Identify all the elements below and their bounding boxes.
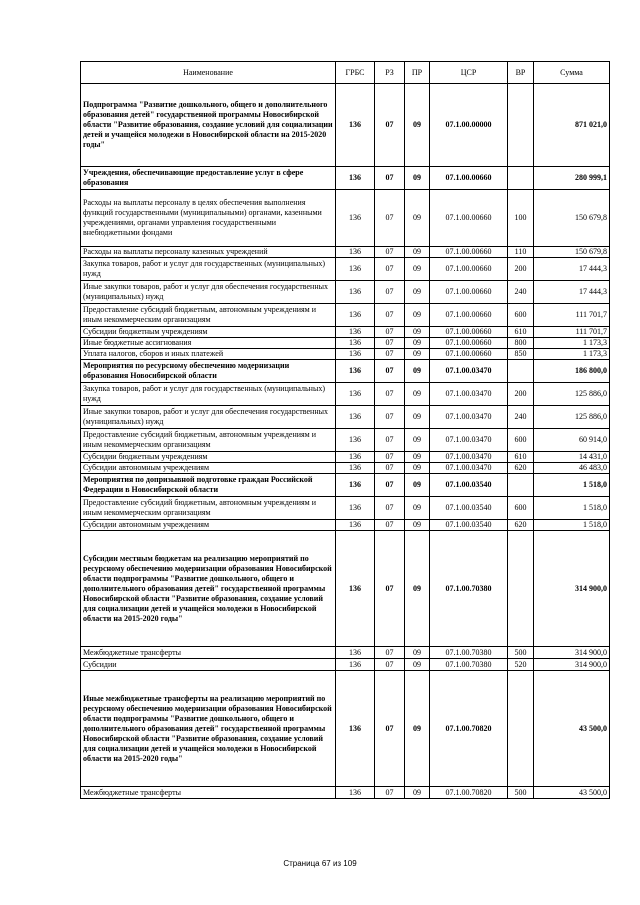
sum-cell: 1 518,0 — [534, 474, 610, 497]
name-cell: Предоставление субсидий бюджетным, автономным учреждениям и иным некоммерческим организациям — [81, 304, 336, 327]
sum-cell: 150 679,8 — [534, 247, 610, 258]
name-cell: Учреждения, обеспечивающие предоставление услуг в сфере образования — [81, 167, 336, 190]
vr-cell — [508, 360, 534, 383]
name-cell: Предоставление субсидий бюджетным, автономным учреждениям и иным некоммерческим организациям — [81, 497, 336, 520]
csr-cell: 07.1.00.70380 — [430, 647, 508, 659]
rz-cell: 07 — [375, 671, 405, 787]
pr-cell: 09 — [405, 452, 430, 463]
sum-cell: 111 701,7 — [534, 304, 610, 327]
name-cell: Уплата налогов, сборов и иных платежей — [81, 349, 336, 360]
sum-cell: 1 518,0 — [534, 520, 610, 531]
table-row — [81, 647, 610, 659]
column-header-vr: ВР — [508, 62, 534, 84]
csr-cell: 07.1.00.00660 — [430, 327, 508, 338]
grbs-cell: 136 — [336, 659, 375, 671]
vr-cell: 500 — [508, 787, 534, 799]
sum-cell: 17 444,3 — [534, 258, 610, 281]
pr-cell: 09 — [405, 327, 430, 338]
name-cell: Иные закупки товаров, работ и услуг для обеспечения государственных (муниципальных) нужд — [81, 281, 336, 304]
column-header-grbs: ГРБС — [336, 62, 375, 84]
rz-cell: 07 — [375, 349, 405, 360]
table-row — [81, 167, 610, 190]
grbs-cell: 136 — [336, 167, 375, 190]
grbs-cell: 136 — [336, 406, 375, 429]
table-row — [81, 281, 610, 304]
csr-cell: 07.1.00.03470 — [430, 383, 508, 406]
rz-cell: 07 — [375, 383, 405, 406]
sum-cell: 14 431,0 — [534, 452, 610, 463]
rz-cell: 07 — [375, 258, 405, 281]
table-row — [81, 497, 610, 520]
table-row — [81, 406, 610, 429]
pr-cell: 09 — [405, 463, 430, 474]
grbs-cell: 136 — [336, 327, 375, 338]
page-footer: Страница 67 из 109 — [283, 859, 357, 868]
pr-cell: 09 — [405, 281, 430, 304]
vr-cell: 600 — [508, 304, 534, 327]
sum-cell: 60 914,0 — [534, 429, 610, 452]
vr-cell: 610 — [508, 452, 534, 463]
column-header-csr: ЦСР — [430, 62, 508, 84]
csr-cell: 07.1.00.00660 — [430, 349, 508, 360]
name-cell: Расходы на выплаты персоналу казенных учреждений — [81, 247, 336, 258]
pr-cell: 09 — [405, 360, 430, 383]
grbs-cell: 136 — [336, 383, 375, 406]
vr-cell: 200 — [508, 258, 534, 281]
pr-cell: 09 — [405, 429, 430, 452]
table-row — [81, 787, 610, 799]
rz-cell: 07 — [375, 497, 405, 520]
column-header-name: Наименование — [81, 62, 336, 84]
grbs-cell: 136 — [336, 787, 375, 799]
sum-cell: 43 500,0 — [534, 787, 610, 799]
name-cell: Межбюджетные трансферты — [81, 647, 336, 659]
grbs-cell: 136 — [336, 360, 375, 383]
name-cell: Предоставление субсидий бюджетным, автономным учреждениям и иным некоммерческим организациям — [81, 429, 336, 452]
name-cell: Подпрограмма "Развитие дошкольного, общего и дополнительного образования детей" государственной программы Новосибирской области "Развитие образования, создание условий для социализации детей и учащейся молодежи в Новосибирской области на 2015-2020 годы" — [81, 84, 336, 167]
grbs-cell: 136 — [336, 84, 375, 167]
name-cell: Межбюджетные трансферты — [81, 787, 336, 799]
sum-cell: 186 800,0 — [534, 360, 610, 383]
csr-cell: 07.1.00.00660 — [430, 338, 508, 349]
rz-cell: 07 — [375, 304, 405, 327]
vr-cell: 240 — [508, 281, 534, 304]
grbs-cell: 136 — [336, 247, 375, 258]
name-cell: Иные бюджетные ассигнования — [81, 338, 336, 349]
csr-cell: 07.1.00.03470 — [430, 360, 508, 383]
table-row — [81, 360, 610, 383]
rz-cell: 07 — [375, 531, 405, 647]
table-row — [81, 463, 610, 474]
csr-cell: 07.1.00.00660 — [430, 190, 508, 247]
pr-cell: 09 — [405, 406, 430, 429]
vr-cell: 620 — [508, 520, 534, 531]
grbs-cell: 136 — [336, 452, 375, 463]
grbs-cell: 136 — [336, 304, 375, 327]
table-header-row — [81, 62, 610, 84]
sum-cell: 125 886,0 — [534, 383, 610, 406]
table-row — [81, 84, 610, 167]
sum-cell: 1 518,0 — [534, 497, 610, 520]
pr-cell: 09 — [405, 84, 430, 167]
table-row — [81, 429, 610, 452]
pr-cell: 09 — [405, 167, 430, 190]
vr-cell — [508, 167, 534, 190]
table-row — [81, 671, 610, 787]
budget-table — [80, 61, 610, 799]
name-cell: Субсидии автономным учреждениям — [81, 520, 336, 531]
rz-cell: 07 — [375, 429, 405, 452]
vr-cell — [508, 84, 534, 167]
grbs-cell: 136 — [336, 497, 375, 520]
csr-cell: 07.1.00.00000 — [430, 84, 508, 167]
sum-cell: 314 900,0 — [534, 659, 610, 671]
pr-cell: 09 — [405, 383, 430, 406]
pr-cell: 09 — [405, 247, 430, 258]
column-header-sum: Сумма — [534, 62, 610, 84]
rz-cell: 07 — [375, 787, 405, 799]
csr-cell: 07.1.00.00660 — [430, 304, 508, 327]
pr-cell: 09 — [405, 647, 430, 659]
grbs-cell: 136 — [336, 429, 375, 452]
pr-cell: 09 — [405, 497, 430, 520]
grbs-cell: 136 — [336, 474, 375, 497]
grbs-cell: 136 — [336, 531, 375, 647]
name-cell: Закупка товаров, работ и услуг для государственных (муниципальных) нужд — [81, 258, 336, 281]
rz-cell: 07 — [375, 360, 405, 383]
vr-cell: 600 — [508, 429, 534, 452]
rz-cell: 07 — [375, 281, 405, 304]
name-cell: Субсидии местным бюджетам на реализацию мероприятий по ресурсному обеспечению модернизации образования Новосибирской области подпрограммы "Развитие дошкольного, общего и дополнительного образования детей" государственной программы Новосибирской области "Развитие образования, создание условий для социализации детей и учащейся молодежи в Новосибирской области на 2015-2020 годы" — [81, 531, 336, 647]
sum-cell: 1 173,3 — [534, 349, 610, 360]
csr-cell: 07.1.00.00660 — [430, 281, 508, 304]
csr-cell: 07.1.00.70380 — [430, 659, 508, 671]
name-cell: Иные закупки товаров, работ и услуг для обеспечения государственных (муниципальных) нужд — [81, 406, 336, 429]
vr-cell — [508, 474, 534, 497]
table-row — [81, 338, 610, 349]
sum-cell: 871 021,0 — [534, 84, 610, 167]
table-row — [81, 474, 610, 497]
rz-cell: 07 — [375, 659, 405, 671]
csr-cell: 07.1.00.70820 — [430, 787, 508, 799]
name-cell: Иные межбюджетные трансферты на реализацию мероприятий по ресурсному обеспечению модернизации образования Новосибирской области подпрограммы "Развитие дошкольного, общего и дополнительного образования детей" государственной программы Новосибирской области "Развитие образования, создание условий для социализации детей и учащейся молодежи в Новосибирской области на 2015-2020 годы" — [81, 671, 336, 787]
table-row — [81, 452, 610, 463]
csr-cell: 07.1.00.70380 — [430, 531, 508, 647]
vr-cell: 520 — [508, 659, 534, 671]
table-body — [81, 84, 610, 799]
table-row — [81, 659, 610, 671]
pr-cell: 09 — [405, 349, 430, 360]
grbs-cell: 136 — [336, 463, 375, 474]
csr-cell: 07.1.00.00660 — [430, 167, 508, 190]
name-cell: Субсидии — [81, 659, 336, 671]
table-row — [81, 327, 610, 338]
rz-cell: 07 — [375, 84, 405, 167]
pr-cell: 09 — [405, 520, 430, 531]
sum-cell: 280 999,1 — [534, 167, 610, 190]
table-row — [81, 531, 610, 647]
csr-cell: 07.1.00.03470 — [430, 406, 508, 429]
pr-cell: 09 — [405, 190, 430, 247]
column-header-rz: РЗ — [375, 62, 405, 84]
sum-cell: 43 500,0 — [534, 671, 610, 787]
csr-cell: 07.1.00.00660 — [430, 247, 508, 258]
rz-cell: 07 — [375, 406, 405, 429]
sum-cell: 1 173,3 — [534, 338, 610, 349]
pr-cell: 09 — [405, 787, 430, 799]
sum-cell: 111 701,7 — [534, 327, 610, 338]
rz-cell: 07 — [375, 520, 405, 531]
rz-cell: 07 — [375, 167, 405, 190]
table-row — [81, 520, 610, 531]
vr-cell: 850 — [508, 349, 534, 360]
rz-cell: 07 — [375, 647, 405, 659]
sum-cell: 314 900,0 — [534, 531, 610, 647]
csr-cell: 07.1.00.70820 — [430, 671, 508, 787]
table-row — [81, 304, 610, 327]
table-row — [81, 190, 610, 247]
vr-cell: 110 — [508, 247, 534, 258]
column-header-pr: ПР — [405, 62, 430, 84]
grbs-cell: 136 — [336, 349, 375, 360]
table-row — [81, 247, 610, 258]
grbs-cell: 136 — [336, 520, 375, 531]
table-row — [81, 349, 610, 360]
grbs-cell: 136 — [336, 281, 375, 304]
csr-cell: 07.1.00.03540 — [430, 520, 508, 531]
pr-cell: 09 — [405, 659, 430, 671]
pr-cell: 09 — [405, 258, 430, 281]
csr-cell: 07.1.00.03470 — [430, 452, 508, 463]
grbs-cell: 136 — [336, 647, 375, 659]
vr-cell: 500 — [508, 647, 534, 659]
rz-cell: 07 — [375, 463, 405, 474]
csr-cell: 07.1.00.03470 — [430, 429, 508, 452]
sum-cell: 17 444,3 — [534, 281, 610, 304]
vr-cell: 240 — [508, 406, 534, 429]
rz-cell: 07 — [375, 190, 405, 247]
vr-cell: 620 — [508, 463, 534, 474]
sum-cell: 125 886,0 — [534, 406, 610, 429]
csr-cell: 07.1.00.03540 — [430, 497, 508, 520]
sum-cell: 314 900,0 — [534, 647, 610, 659]
pr-cell: 09 — [405, 671, 430, 787]
csr-cell: 07.1.00.00660 — [430, 258, 508, 281]
vr-cell: 800 — [508, 338, 534, 349]
rz-cell: 07 — [375, 452, 405, 463]
name-cell: Субсидии автономным учреждениям — [81, 463, 336, 474]
name-cell: Закупка товаров, работ и услуг для государственных (муниципальных) нужд — [81, 383, 336, 406]
pr-cell: 09 — [405, 531, 430, 647]
name-cell: Мероприятия по ресурсному обеспечению модернизации образования Новосибирской области — [81, 360, 336, 383]
grbs-cell: 136 — [336, 190, 375, 247]
sum-cell: 46 483,0 — [534, 463, 610, 474]
vr-cell — [508, 531, 534, 647]
csr-cell: 07.1.00.03540 — [430, 474, 508, 497]
vr-cell: 610 — [508, 327, 534, 338]
name-cell: Субсидии бюджетным учреждениям — [81, 452, 336, 463]
grbs-cell: 136 — [336, 338, 375, 349]
name-cell: Расходы на выплаты персоналу в целях обеспечения выполнения функций государственными (муниципальными) органами, казенными учреждениями, органами управления государственными внебюджетными фондами — [81, 190, 336, 247]
rz-cell: 07 — [375, 247, 405, 258]
table-row — [81, 383, 610, 406]
rz-cell: 07 — [375, 327, 405, 338]
vr-cell: 100 — [508, 190, 534, 247]
pr-cell: 09 — [405, 338, 430, 349]
pr-cell: 09 — [405, 304, 430, 327]
vr-cell: 600 — [508, 497, 534, 520]
pr-cell: 09 — [405, 474, 430, 497]
name-cell: Субсидии бюджетным учреждениям — [81, 327, 336, 338]
sum-cell: 150 679,8 — [534, 190, 610, 247]
vr-cell: 200 — [508, 383, 534, 406]
rz-cell: 07 — [375, 338, 405, 349]
grbs-cell: 136 — [336, 671, 375, 787]
name-cell: Мероприятия по допризывной подготовке граждан Российской Федерации в Новосибирской области — [81, 474, 336, 497]
rz-cell: 07 — [375, 474, 405, 497]
table-row — [81, 258, 610, 281]
csr-cell: 07.1.00.03470 — [430, 463, 508, 474]
vr-cell — [508, 671, 534, 787]
grbs-cell: 136 — [336, 258, 375, 281]
